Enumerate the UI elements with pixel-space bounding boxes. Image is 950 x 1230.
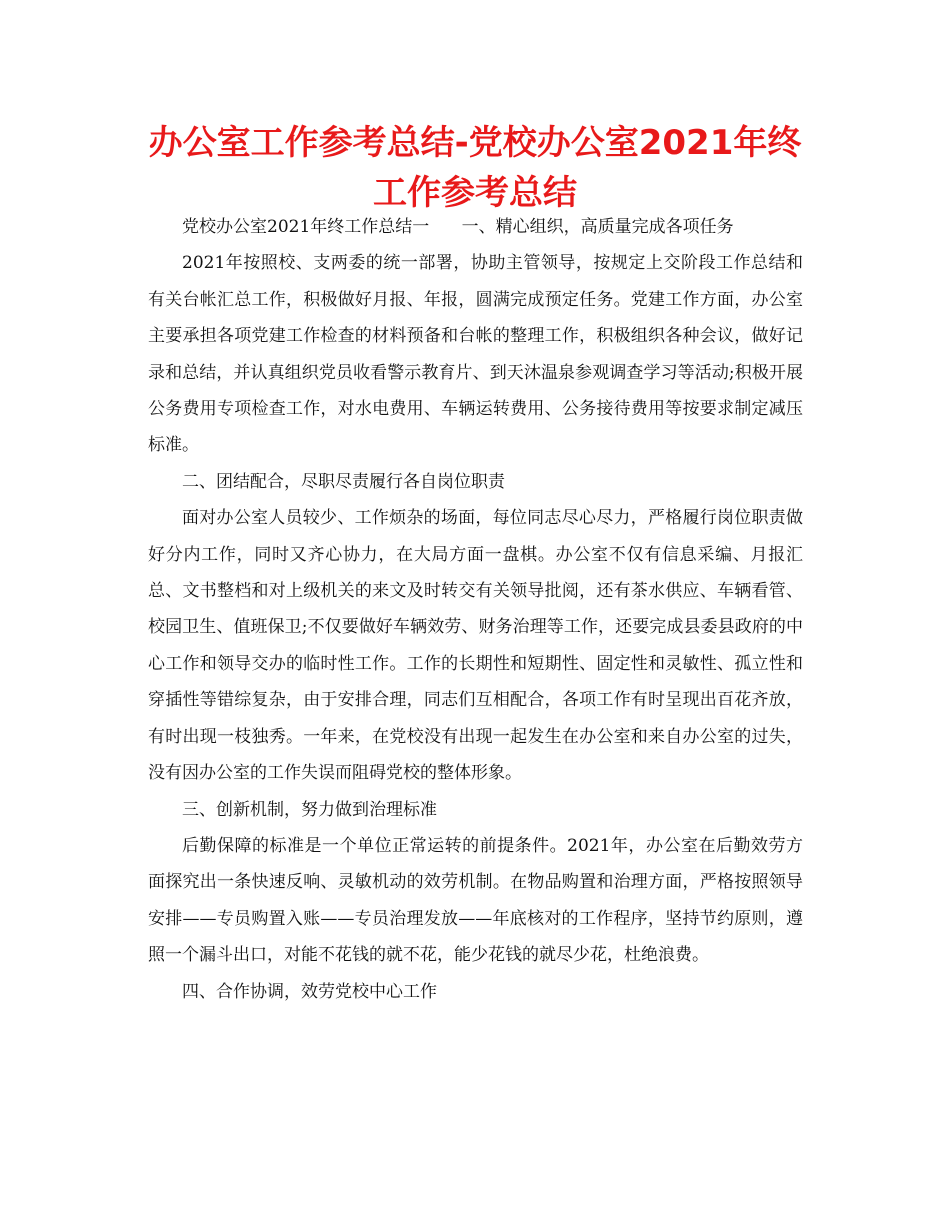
section-heading: 三、创新机制，努力做到治理标准 (182, 799, 437, 820)
section-heading: 二、团结配合，尽职尽责履行各自岗位职责 (182, 471, 505, 492)
intro-paragraph: 党校办公室2021年终工作总结一 一、精心组织，高质量完成各项任务 (182, 217, 734, 237)
body-paragraph: 后勤保障的标准是一个单位正常运转的前提条件。2021年，办公室在后勤效劳方面探究出一条快速反响、灵敏机动的效劳机制。在物品购置和治理方面，严格按照领导安排——专员购置入账——专员治理发放——年底核对的工作程序，坚持节约原则，遵照一个漏斗出口，对能不花钱的就不花，能少花钱的就尽少花，杜绝浪费。 (148, 835, 803, 966)
document-title: 办公室工作参考总结-党校办公室2021年终工作参考总结 (148, 123, 802, 213)
body-paragraph: 面对办公室人员较少、工作烦杂的场面，每位同志尽心尽力，严格履行岗位职责做好分内工作，同时又齐心协力，在大局方面一盘棋。办公室不仅有信息采编、月报汇总、文书整档和对上级机关的来文及时转交有关领导批阅，还有茶水供应、车辆看管、校园卫生、值班保卫;不仅要做好车辆效劳、财务治理等工作，还要完成县委县政府的中心工作和领导交办的临时性工作。工作的长期性和短期性、固定性和灵敏性、孤立性和穿插性等错综复杂，由于安排合理，同志们互相配合，各项工作有时呈现出百花齐放，有时出现一枝独秀。一年来，在党校没有出现一起发生在办公室和来自办公室的过失，没有因办公室的工作失误而阻碍党校的整体形象。 (148, 508, 803, 784)
section-heading: 四、合作协调，效劳党校中心工作 (182, 981, 437, 1002)
body-paragraph: 2021年按照校、支两委的统一部署，协助主管领导，按规定上交阶段工作总结和有关台帐汇总工作，积极做好月报、年报，圆满完成预定任务。党建工作方面，办公室主要承担各项党建工作检查的材料预备和台帐的整理工作，积极组织各种会议，做好记录和总结，并认真组织党员收看警示教育片、到天沐温泉参观调查学习等活动;积极开展公务费用专项检查工作，对水电费用、车辆运转费用、公务接待费用等按要求制定减压标准。 (148, 253, 803, 456)
document-body (148, 209, 803, 1010)
